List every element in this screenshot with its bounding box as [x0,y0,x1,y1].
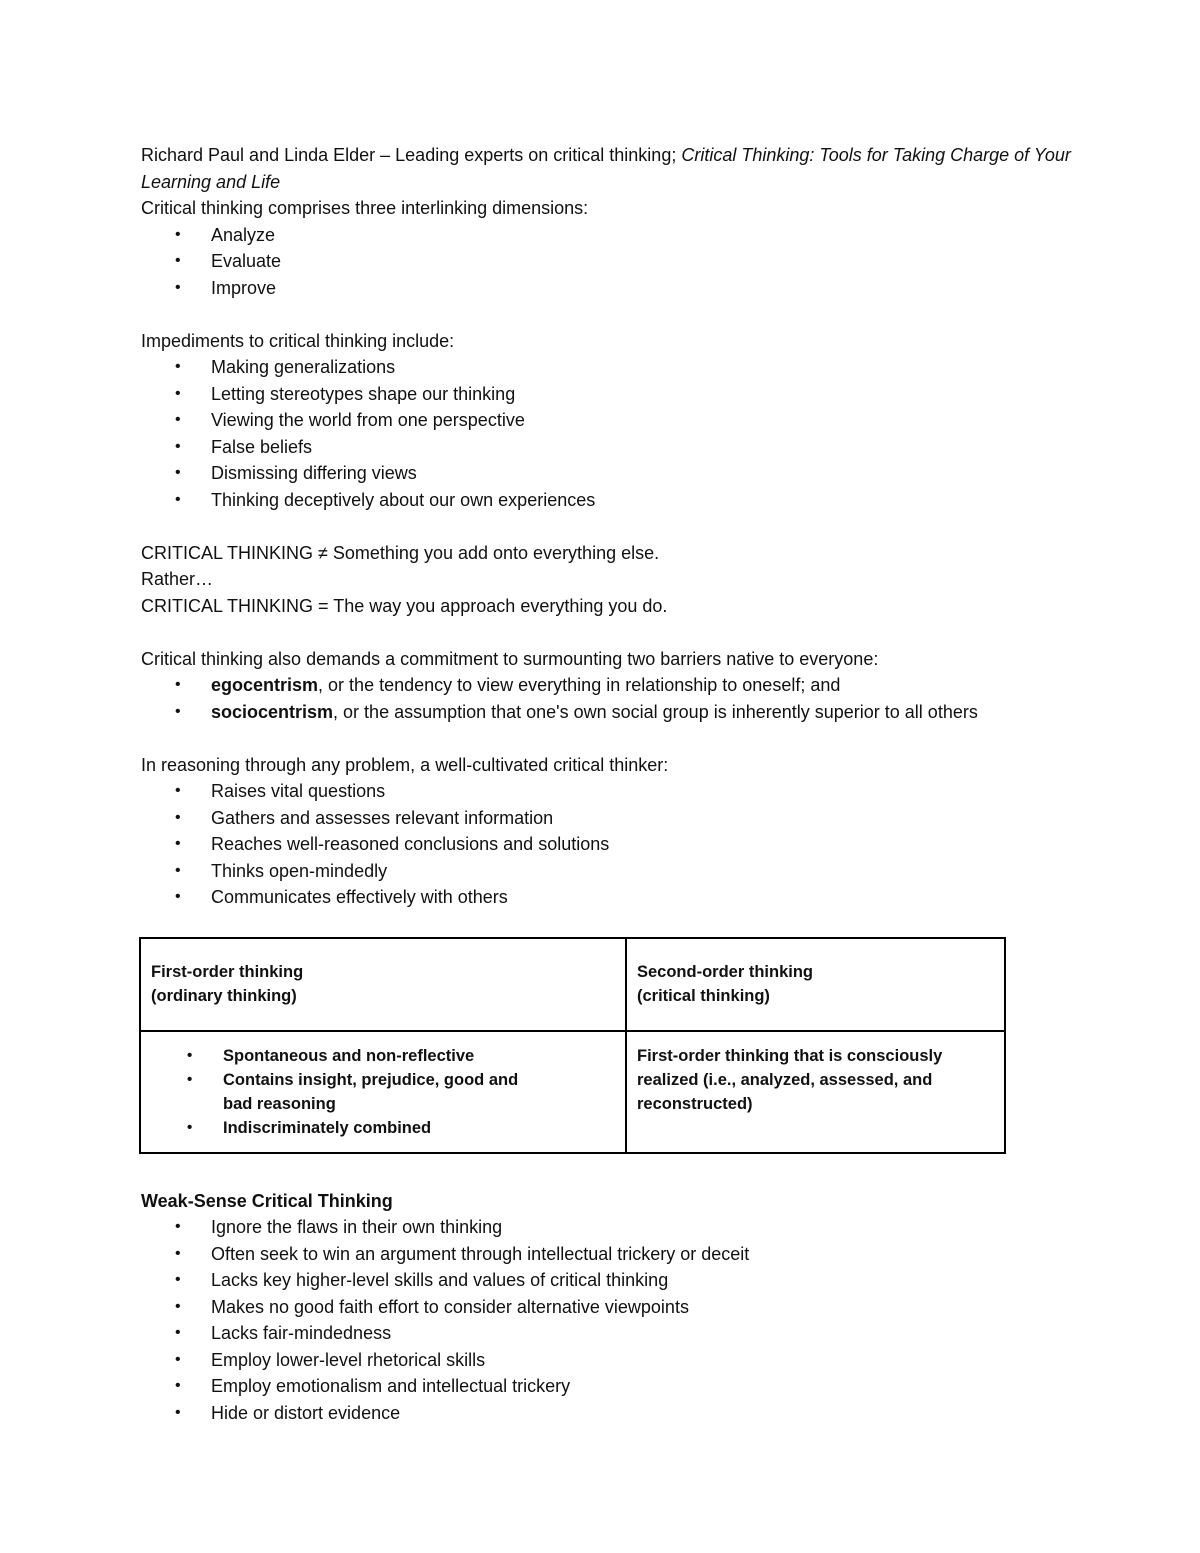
first-order-list [151,1044,615,1140]
bullet-icon: • [187,1118,193,1136]
list-item [141,275,1071,302]
list-item [141,1320,1071,1347]
list-item [141,805,1071,832]
list-item-text: Analyze [211,224,276,245]
bullet-icon: • [175,1271,181,1288]
barriers-heading: Critical thinking also demands a commitment to surmounting two barriers native to everyone: [141,648,879,669]
first-order-body-cell [140,1031,626,1153]
list-item [151,1044,615,1068]
intro-book-title: Critical Thinking: Tools for Taking Charge of Your Learning and Life [141,145,1071,192]
list-item [141,699,1071,726]
barrier-description: , or the assumption that one's own social group is inherently superior to all others [333,701,978,722]
spacer [141,513,1071,540]
list-item [141,1267,1071,1294]
weak-sense-list [141,1214,1071,1426]
list-item-text: Makes no good faith effort to consider alternative viewpoints [211,1296,689,1317]
list-item-text: Reaches well-reasoned conclusions and solutions [211,834,610,854]
spacer [141,301,1071,328]
bullet-icon: • [175,490,181,508]
list-item-text: Spontaneous and non-reflective [223,1046,475,1065]
dimensions-list [141,222,1071,302]
bullet-icon: • [175,437,181,455]
list-item [141,672,1071,699]
definition-line-1: CRITICAL THINKING ≠ Something you add onto everything else. [141,542,660,563]
barriers-list [141,672,1071,725]
list-item [141,778,1071,805]
bullet-icon: • [175,1324,181,1341]
table-header-row [140,938,1005,1031]
spacer [141,619,1071,646]
bullet-icon: • [175,676,181,693]
intro-authors: Richard Paul and Linda Elder – Leading experts on critical thinking; [141,145,682,165]
list-item-text: Indiscriminately combined [223,1118,432,1137]
list-item-text: Employ lower-level rhetorical skills [211,1349,486,1370]
list-item [141,1241,1071,1268]
bullet-icon: • [175,1377,181,1394]
bullet-icon: • [175,1403,181,1421]
bullet-icon: • [175,278,181,296]
impediments-heading: Impediments to critical thinking include: [141,330,455,351]
second-order-description: First-order thinking that is consciously realized (i.e., analyzed, assessed, and reconstructed) [637,1046,943,1113]
barrier-term: egocentrism [211,675,319,695]
list-item-text: Making generalizations [211,357,396,377]
list-item-text: Improve [211,277,277,298]
document-page [141,142,1071,1426]
list-item [141,1294,1071,1321]
bullet-icon: • [175,225,181,243]
bullet-icon: • [175,702,181,720]
bullet-icon: • [175,1244,181,1262]
bullet-icon: • [175,861,181,879]
thinker-heading: In reasoning through any problem, a well-cultivated critical thinker: [141,754,669,775]
list-item-text: Lacks fair-mindedness [211,1323,392,1343]
bullet-icon: • [175,1218,181,1235]
list-item-text: Lacks key higher-level skills and values of critical thinking [211,1270,669,1290]
list-item-text: Dismissing differing views [211,463,417,483]
list-item [141,381,1071,408]
bullet-icon: • [187,1070,193,1088]
thinking-comparison-table [139,937,1006,1154]
list-item [141,407,1071,434]
list-item [141,460,1071,487]
bullet-icon: • [187,1046,193,1064]
list-item-text: Letting stereotypes shape our thinking [211,383,516,404]
list-item-text: Gathers and assesses relevant information [211,807,554,828]
weak-sense-heading: Weak-Sense Critical Thinking [141,1190,393,1211]
list-item-text: Raises vital questions [211,781,386,801]
list-item-text: Hide or distort evidence [211,1402,401,1423]
list-item-text: Viewing the world from one perspective [211,410,525,430]
second-order-title: Second-order thinking [637,962,814,981]
list-item [141,858,1071,885]
list-item [141,1347,1071,1374]
second-order-subtitle: (critical thinking) [637,986,770,1005]
list-item [151,1116,615,1140]
list-item [141,884,1071,911]
definition-line-3: CRITICAL THINKING = The way you approach everything you do. [141,595,668,616]
bullet-icon: • [175,782,181,799]
bullet-icon: • [175,888,181,905]
list-item-text: Thinks open-mindedly [211,860,388,881]
list-item [141,1214,1071,1241]
list-item [141,248,1071,275]
list-item-text: False beliefs [211,436,313,457]
list-item-text: Communicates effectively with others [211,887,508,907]
bullet-icon: • [175,1350,181,1368]
second-order-body-cell [626,1031,1005,1153]
impediments-list [141,354,1071,513]
list-item [141,487,1071,514]
list-item [141,354,1071,381]
list-item-text: Ignore the flaws in their own thinking [211,1217,503,1237]
first-order-title: First-order thinking [151,962,304,981]
bullet-icon: • [175,411,181,428]
dimensions-heading: Critical thinking comprises three interlinking dimensions: [141,198,589,218]
definition-line-2: Rather… [141,569,214,589]
bullet-icon: • [175,384,181,402]
list-item [141,1400,1071,1427]
intro-paragraph [141,142,1071,195]
thinker-list [141,778,1071,911]
spacer [141,725,1071,752]
table-row [140,1031,1005,1153]
list-item-text: Often seek to win an argument through intellectual trickery or deceit [211,1243,750,1264]
bullet-icon: • [175,252,181,269]
bullet-icon: • [175,358,181,375]
bullet-icon: • [175,464,181,481]
list-item-text: Evaluate [211,251,282,271]
list-item [141,1373,1071,1400]
bullet-icon: • [175,835,181,852]
list-item [151,1068,615,1116]
list-item-text: Thinking deceptively about our own experiences [211,489,596,510]
barrier-description: , or the tendency to view everything in relationship to oneself; and [318,675,841,695]
bullet-icon: • [175,808,181,826]
first-order-subtitle: (ordinary thinking) [151,986,297,1005]
barrier-term: sociocentrism [211,701,334,722]
second-order-header-cell [626,938,1005,1031]
bullet-icon: • [175,1297,181,1315]
list-item [141,222,1071,249]
first-order-header-cell [140,938,626,1031]
list-item [141,831,1071,858]
list-item-text: Contains insight, prejudice, good and bad reasoning [223,1070,519,1113]
list-item-text: Employ emotionalism and intellectual trickery [211,1376,571,1396]
list-item [141,434,1071,461]
